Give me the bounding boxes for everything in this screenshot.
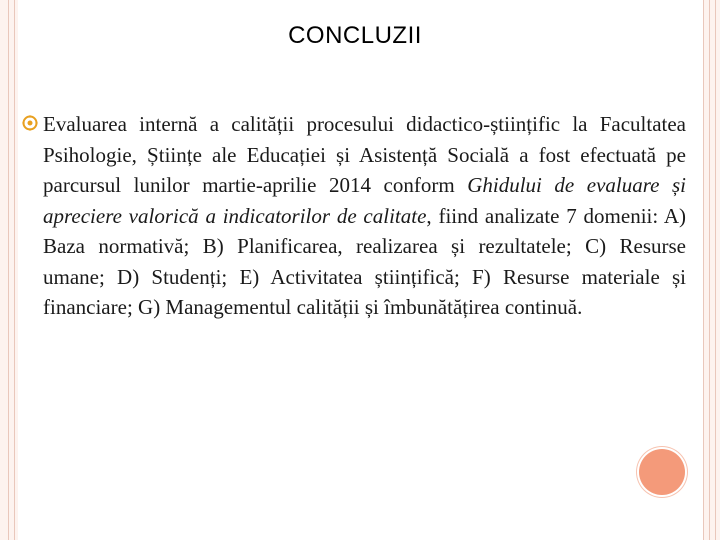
- paragraph-text-part-2: , fiind analizate 7 domenii: A) Baza normativă; B) Planificarea, realizarea și rezultatele; C) Resurse umane; D) Studenți; E) Activitatea științifică; F) Resurse materiale și financiare; G) Managementul calității și îmbunătățirea continuă.: [43, 203, 686, 319]
- frame-line-left-inner: [14, 0, 15, 540]
- bullet-item: [22, 109, 690, 323]
- ornate-bullet-icon: [22, 115, 38, 131]
- paragraph-italic-guide-title: Ghidului de evaluare și apreciere valorică a indicatorilor de calitate: [43, 173, 687, 228]
- paragraph-text-part-1: Evaluarea internă a calității procesului didactico-științific la Facultatea Psihologie, Științe ale Educației și Asistență Socială a fost efectuată pe parcursul lunilor martie-aprilie 2014 conform: [43, 112, 686, 197]
- frame-line-right-3: [715, 0, 716, 540]
- frame-line-right-2: [709, 0, 710, 540]
- frame-line-right-1: [703, 0, 704, 540]
- frame-line-left-outer: [8, 0, 9, 540]
- slide-title: CONCLUZII: [288, 22, 422, 49]
- conclusion-paragraph: [43, 109, 686, 323]
- decorative-circle: [639, 449, 685, 495]
